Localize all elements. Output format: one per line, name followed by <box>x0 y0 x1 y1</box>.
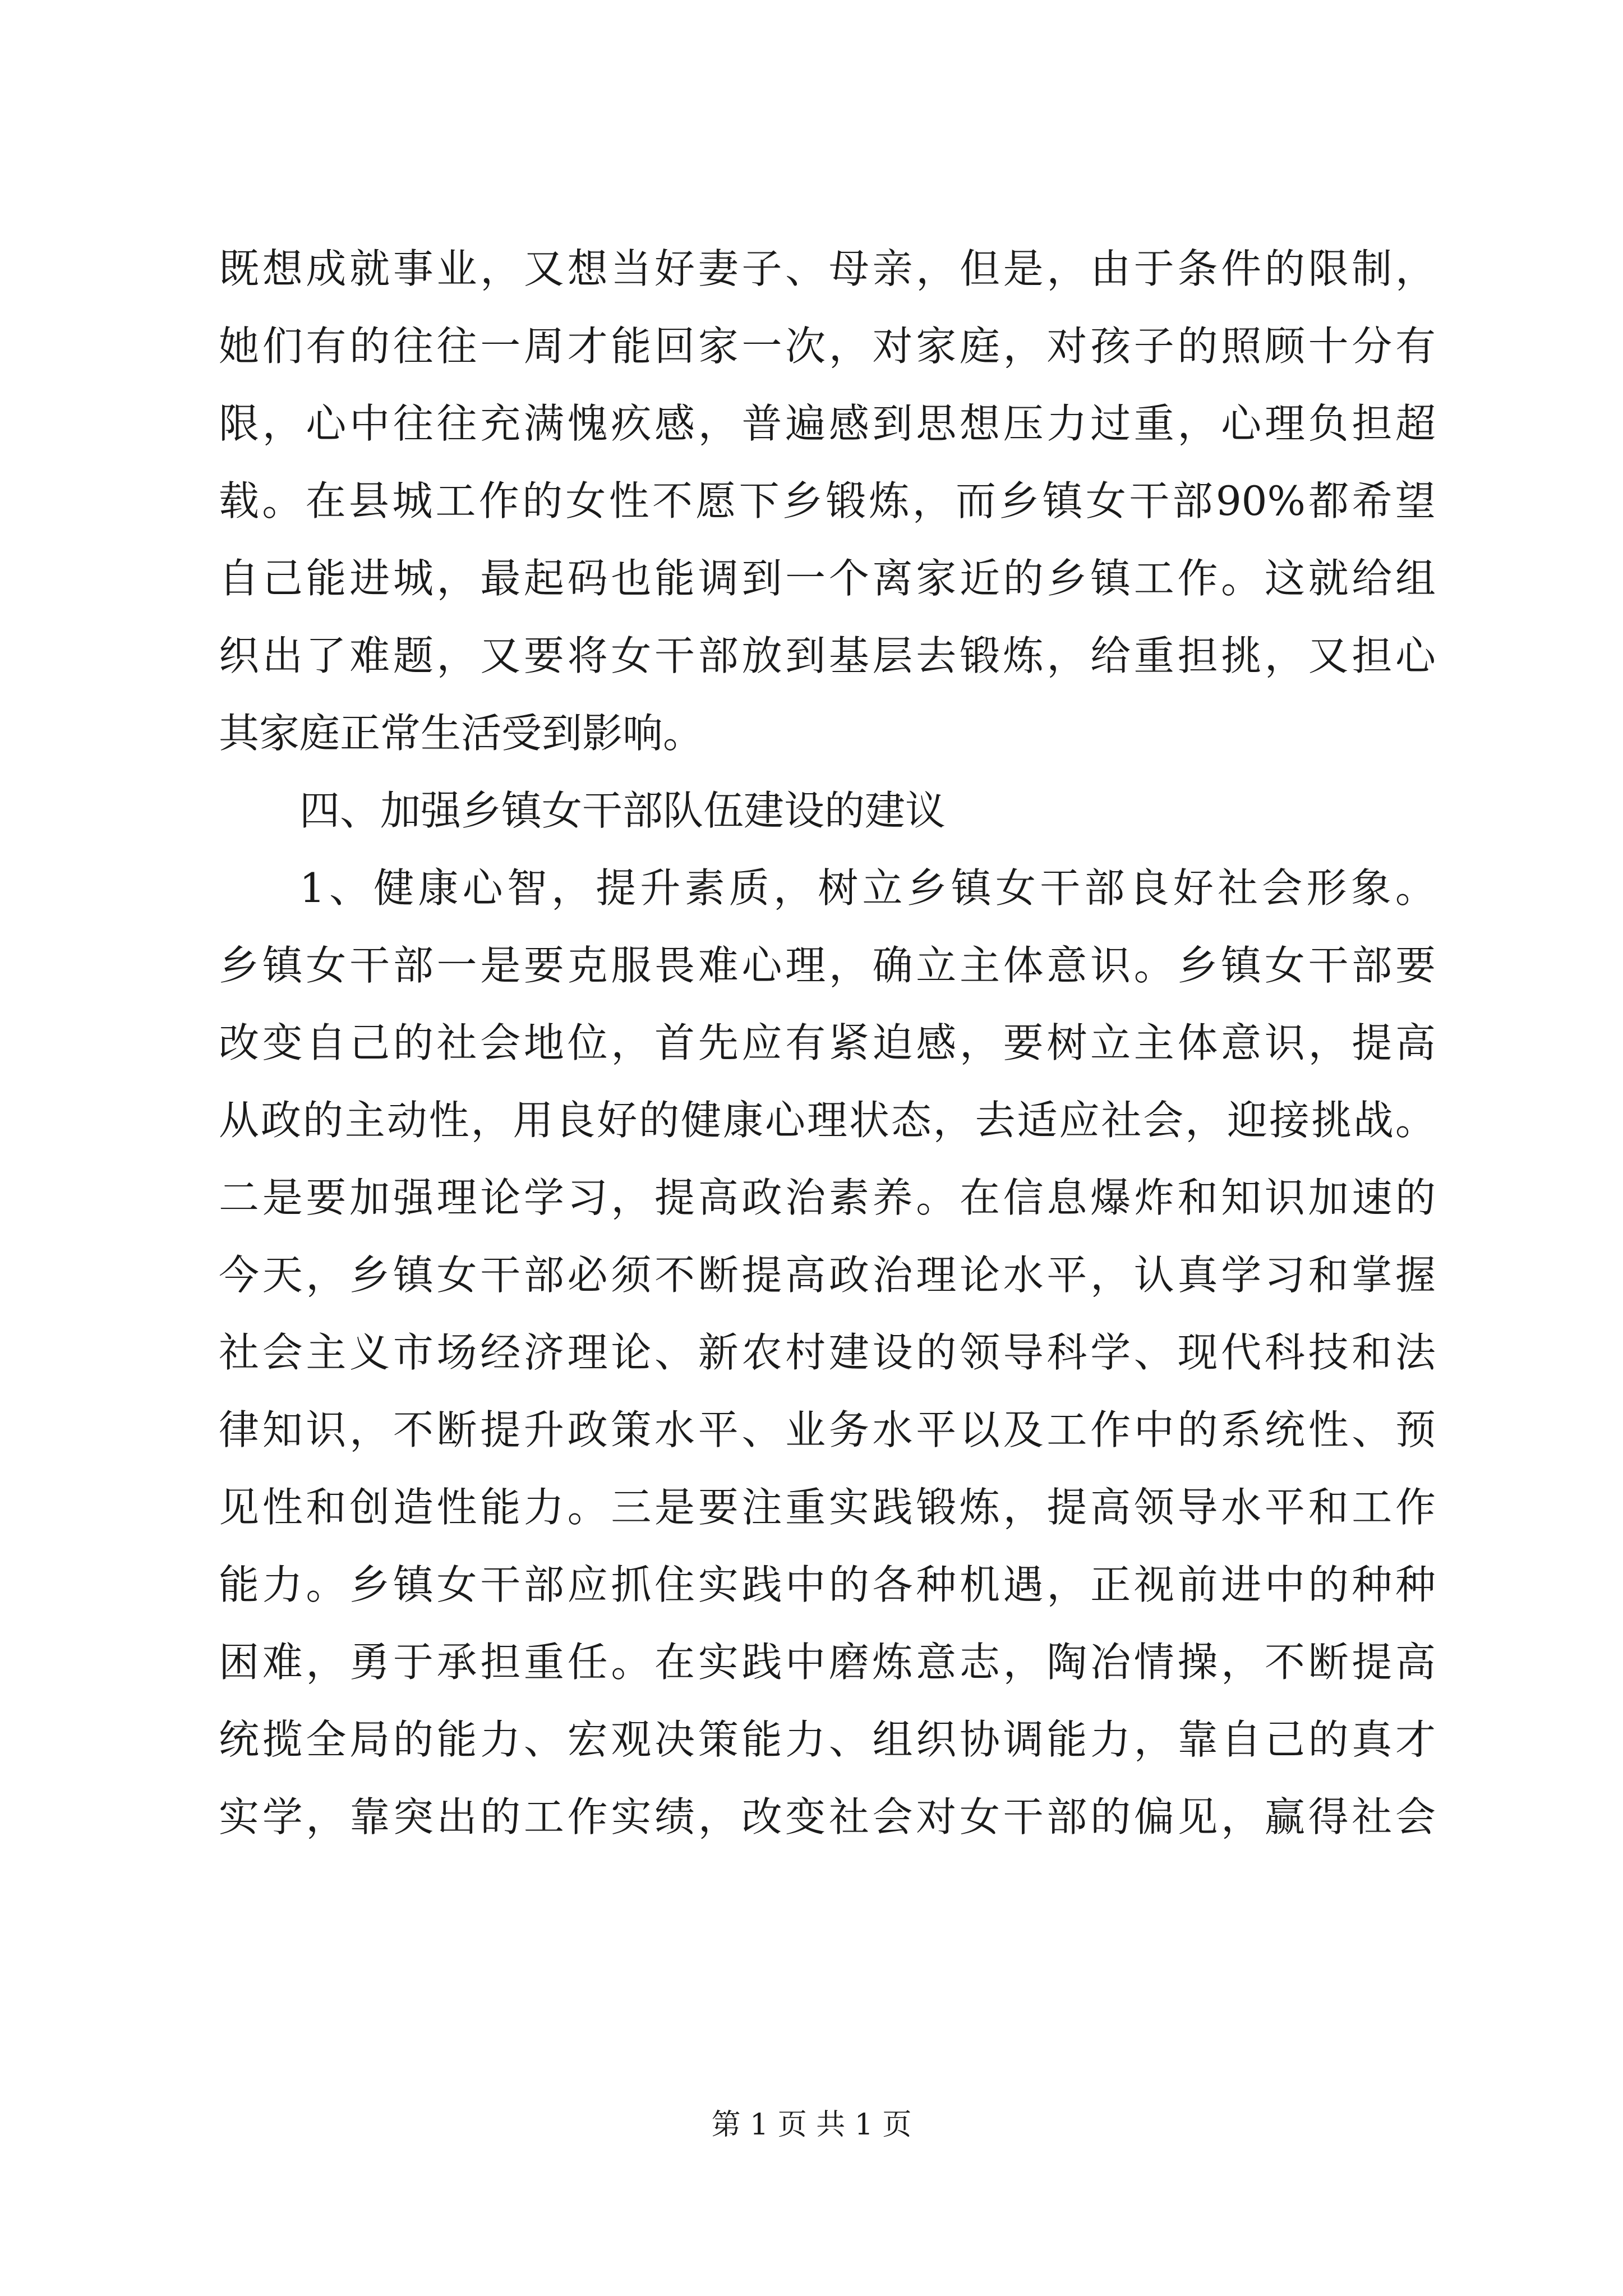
page-footer <box>0 2101 1623 2143</box>
text-line: 律 知 识 ， 不 断 提 升 政 策 水 平 、 业 务 水 平 以 及 工 作 中 的 系 统 性 、 预 <box>219 1406 1436 1453</box>
text-line: 统 揽 全 局 的 能 力 、 宏 观 决 策 能 力 、 组 织 协 调 能 力 ， 靠 自 己 的 真 才 <box>219 1716 1436 1763</box>
text-line: 乡 镇 女 干 部 一 是 要 克 服 畏 难 心 理 ， 确 立 主 体 意 识 。 乡 镇 女 干 部 要 <box>219 942 1436 989</box>
text-line: 困 难 ， 勇 于 承 担 重 任 。 在 实 践 中 磨 炼 意 志 ， 陶 冶 情 操 ， 不 断 提 高 <box>219 1639 1436 1686</box>
section-heading: 四、加强乡镇女干部队伍建设的建议 <box>299 787 946 834</box>
text-line: 从 政 的 主 动 性 ， 用 良 好 的 健 康 心 理 状 态 ， 去 适 应 社 会 ， 迎 接 挑 战 。 <box>219 1097 1436 1144</box>
text-line: 载 。 在 县 城 工 作 的 女 性 不 愿 下 乡 锻 炼 ， 而 乡 镇 女 干 部 90% 都 希 望 <box>219 477 1436 524</box>
text-line: 能 力 。 乡 镇 女 干 部 应 抓 住 实 践 中 的 各 种 机 遇 ， 正 视 前 进 中 的 种 种 <box>219 1561 1436 1608</box>
text-line: 她 们 有 的 往 往 一 周 才 能 回 家 一 次 ， 对 家 庭 ， 对 孩 子 的 照 顾 十 分 有 <box>219 323 1436 370</box>
subsection-heading: 1 、 健 康 心 智 ， 提 升 素 质 ， 树 立 乡 镇 女 干 部 良 好 社 会 形 象 。 <box>299 864 1436 912</box>
text-line: 既 想 成 就 事 业 ， 又 想 当 好 妻 子 、 母 亲 ， 但 是 ， 由 于 条 件 的 限 制 ， <box>219 245 1436 292</box>
text-line: 自 己 能 进 城 ， 最 起 码 也 能 调 到 一 个 离 家 近 的 乡 镇 工 作 。 这 就 给 组 <box>219 555 1436 602</box>
text-line: 今 天 ， 乡 镇 女 干 部 必 须 不 断 提 高 政 治 理 论 水 平 ， 认 真 学 习 和 掌 握 <box>219 1251 1436 1299</box>
text-line: 织 出 了 难 题 ， 又 要 将 女 干 部 放 到 基 层 去 锻 炼 ， 给 重 担 挑 ， 又 担 心 <box>219 632 1436 679</box>
text-line: 二 是 要 加 强 理 论 学 习 ， 提 高 政 治 素 养 。 在 信 息 爆 炸 和 知 识 加 速 的 <box>219 1174 1436 1221</box>
text-line: 实 学 ， 靠 突 出 的 工 作 实 绩 ， 改 变 社 会 对 女 干 部 的 偏 见 ， 赢 得 社 会 <box>219 1793 1436 1841</box>
document-body <box>219 230 1436 1856</box>
page-number-label: 第 1 页 共 1 页 <box>711 2108 912 2142</box>
text-line: 限 ， 心 中 往 往 充 满 愧 疚 感 ， 普 遍 感 到 思 想 压 力 过 重 ， 心 理 负 担 超 <box>219 400 1436 447</box>
text-line: 见 性 和 创 造 性 能 力 。 三 是 要 注 重 实 践 锻 炼 ， 提 高 领 导 水 平 和 工 作 <box>219 1484 1436 1531</box>
text-line: 其家庭正常生活受到影响。 <box>219 710 704 757</box>
text-line: 社 会 主 义 市 场 经 济 理 论 、 新 农 村 建 设 的 领 导 科 学 、 现 代 科 技 和 法 <box>219 1329 1436 1376</box>
text-line: 改 变 自 己 的 社 会 地 位 ， 首 先 应 有 紧 迫 感 ， 要 树 立 主 体 意 识 ， 提 高 <box>219 1019 1436 1066</box>
